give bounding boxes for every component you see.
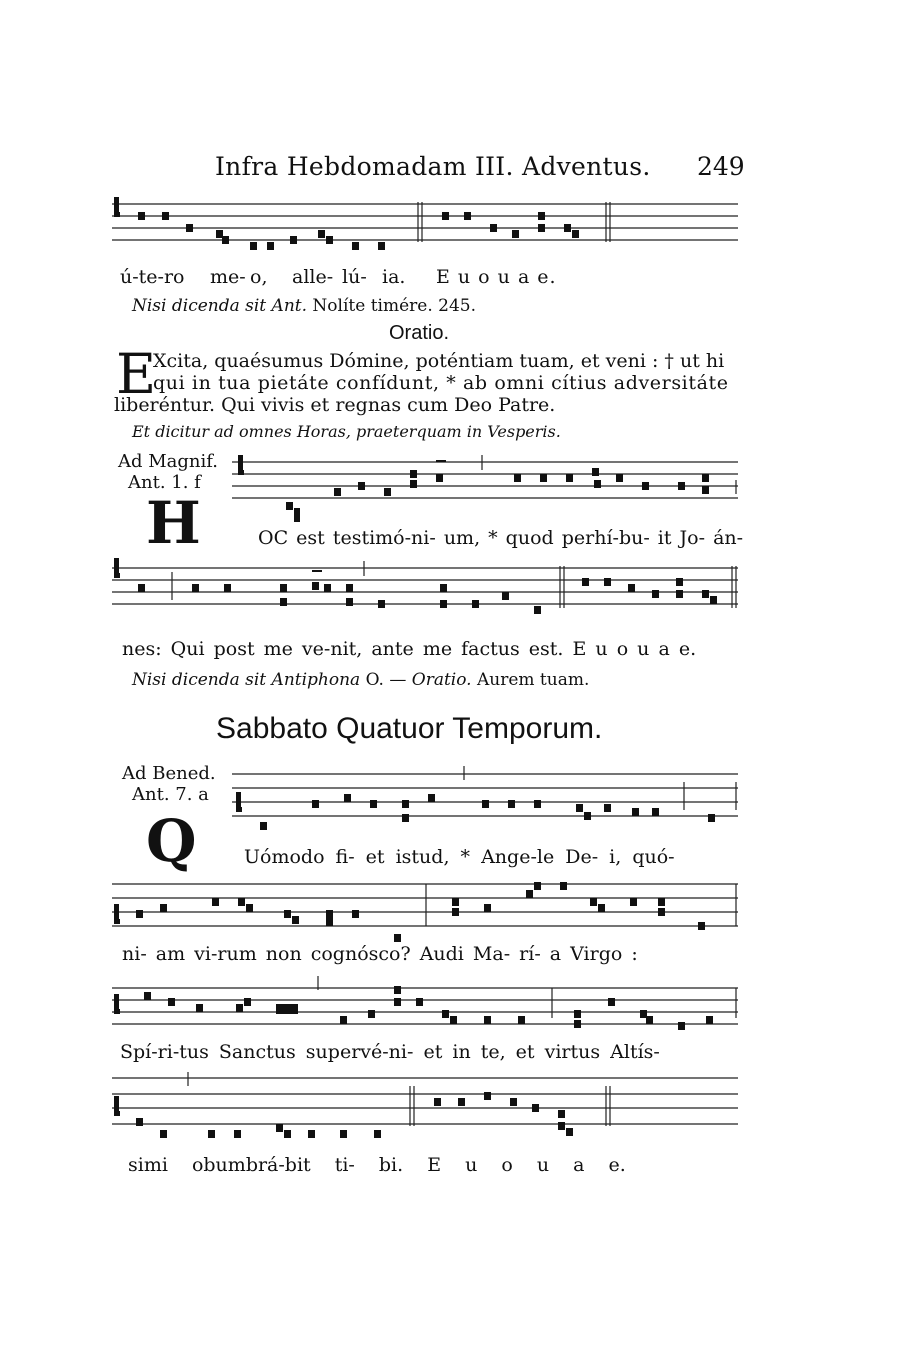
antiphon-2-label: Ad Bened. Ant. 7. a: [122, 763, 216, 805]
running-header: [0, 152, 900, 192]
lyric-syllable: me-: [210, 266, 246, 288]
antiphon-2-lyrics-line-2: ni- am vi-rum non cognósco? Audi Ma- rí- a Virgo :: [122, 943, 638, 965]
chant-staff-2: [232, 450, 738, 530]
chant-staff-3: [112, 556, 738, 636]
chant-staff-6: [112, 976, 738, 1046]
drop-cap-h: H: [146, 489, 201, 557]
section-title: Sabbato Quatuor Temporum.: [216, 712, 603, 745]
euouae: E u o u a e.: [436, 266, 557, 288]
oratio-line-3: liberéntur. Qui vivis et regnas cum Deo Patre.: [114, 394, 556, 416]
lyric-syllable: lú-: [342, 266, 367, 288]
antiphon-2-lyrics-line-4: simi obumbrá-bit ti- bi. E u o u a e.: [128, 1154, 626, 1176]
drop-cap-q: Q: [146, 807, 197, 875]
running-title: Infra Hebdomadam III. Adventus.: [215, 152, 651, 181]
oratio-heading: Oratio.: [389, 322, 450, 344]
lyric-syllable: ia.: [382, 266, 406, 288]
oratio-line-1: Xcita, quaésumus Dómine, poténtiam tuam, et veni : † ut hi: [153, 350, 725, 372]
rubric-2: Et dicitur ad omnes Horas, praeterquam in Vesperis.: [132, 422, 561, 441]
chant-staff-5: [112, 876, 738, 946]
lyric-syllable: alle-: [292, 266, 334, 288]
chant-staff-7: [112, 1072, 738, 1152]
antiphon-1-label: Ad Magnif. Ant. 1. f: [118, 451, 219, 493]
lyric-syllable: o,: [250, 266, 268, 288]
chant-staff-1: [112, 192, 738, 262]
chant-staff-4: [232, 766, 738, 836]
antiphon-1-lyrics-line-2: nes: Qui post me ve-nit, ante me factus est. E u o u a e.: [122, 638, 697, 660]
antiphon-2-lyrics-line-1: Uómodo fi- et istud, * Ange-le De- i, quó-: [244, 846, 675, 868]
page-number: 249: [697, 152, 745, 181]
rubric-3: Nisi dicenda sit Antiphona O. — Oratio. Aurem tuam.: [132, 670, 590, 690]
rubric-1: Nisi dicenda sit Ant. Nolíte timére. 245.: [132, 296, 476, 316]
antiphon-1-lyrics-line-1: OC est testimó-ni- um, * quod perhí-bu- it Jo- án-: [258, 527, 744, 549]
drop-cap-e: E: [116, 342, 157, 406]
oratio-line-2: qui in tua pietáte confídunt, * ab omni cítius adversitáte: [153, 372, 729, 394]
lyric-syllable: ú-te-ro: [120, 266, 185, 288]
antiphon-2-lyrics-line-3: Spí-ri-tus Sanctus supervé-ni- et in te, et virtus Altís-: [120, 1041, 660, 1063]
